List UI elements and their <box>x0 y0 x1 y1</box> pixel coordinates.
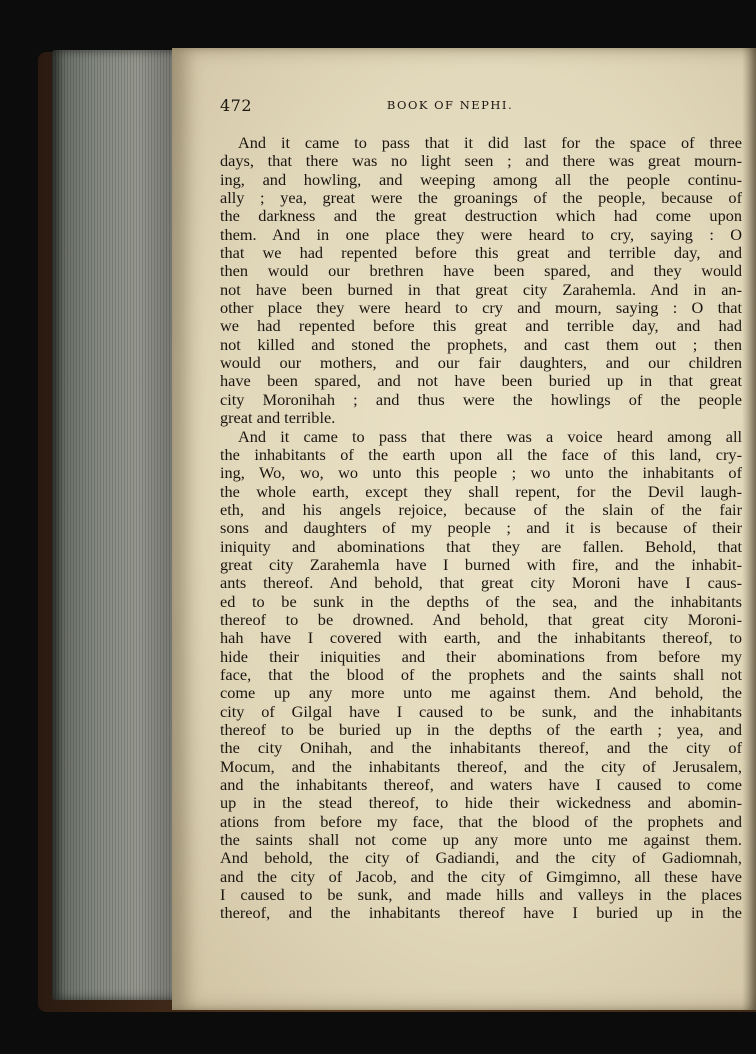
gutter-shadow <box>742 48 756 1010</box>
text-line: ing, Wo, wo, wo unto this people ; wo unto the inhabitants of <box>220 463 742 483</box>
text-line: hah have I covered with earth, and the inhabitants thereof, to <box>220 628 742 648</box>
text-line: Mocum, and the inhabitants thereof, and the city of Jerusalem, <box>220 756 742 776</box>
text-line: ing, and howling, and weeping among all the people continu- <box>220 169 742 189</box>
page-number: 472 <box>220 96 253 115</box>
text-line: and the inhabitants thereof, and waters have I caused to come <box>220 775 742 795</box>
text-line: ed to be sunk in the depths of the sea, and the inhabitants <box>220 591 742 611</box>
text-line: then would our brethren have been spared, and they would <box>220 261 742 281</box>
text-line: eth, and his angels rejoice, because of the slain of the fair <box>220 499 742 519</box>
text-line: city Moronihah ; and thus were the howlings of the people <box>220 389 742 409</box>
text-line: them. And in one place they were heard to cry, saying : O <box>220 224 742 244</box>
text-line: I caused to be sunk, and made hills and valleys in the places <box>220 885 742 905</box>
text-line: face, that the blood of the prophets and the saints shall not <box>220 664 742 684</box>
text-line: iniquity and abominations that they are fallen. Behold, that <box>220 536 742 556</box>
text-line: city of Gilgal have I caused to be sunk, and the inhabitants <box>220 701 742 721</box>
text-line: come up any more unto me against them. And behold, the <box>220 683 742 703</box>
text-line: hide their iniquities and their abominations from before my <box>220 646 742 666</box>
text-line: would our mothers, and our fair daughters, and our children <box>220 353 742 373</box>
text-line: great city Zarahemla have I burned with fire, and the inhabit- <box>220 554 742 574</box>
text-line: And it came to pass that there was a voice heard among all <box>238 426 742 446</box>
page-header <box>220 96 740 116</box>
text-line: the saints shall not come up any more unto me against them. <box>220 830 742 850</box>
text-line: and the city of Jacob, and the city of Gimgimno, all these have <box>220 866 742 886</box>
text-line: the city Onihah, and the inhabitants thereof, and the city of <box>220 738 742 758</box>
text-line: other place they were heard to cry and mourn, saying : O that <box>220 298 742 318</box>
text-line: not have been burned in that great city Zarahemla. And in an- <box>220 279 742 299</box>
text-line: the inhabitants of the earth upon all the face of this land, cry- <box>220 444 742 464</box>
text-line: not killed and stoned the prophets, and cast them out ; then <box>220 334 742 354</box>
page-edges <box>52 50 174 1000</box>
text-line: thereof to be buried up in the depths of the earth ; yea, and <box>220 720 742 739</box>
text-line: thereof to be drowned. And behold, that great city Moroni- <box>220 609 742 629</box>
text-line: And it came to pass that it did last for the space of three <box>238 133 742 152</box>
text-line: we had repented before this great and terrible day, and had <box>220 316 742 336</box>
text-line: the darkness and the great destruction which had come upon <box>220 206 742 226</box>
text-line: ally ; yea, great were the groanings of the people, because of <box>220 188 742 208</box>
text-line: ants thereof. And behold, that great city Moroni have I caus- <box>220 573 742 593</box>
text-line: great and terrible. <box>220 408 336 428</box>
book-page <box>172 48 756 1010</box>
text-line: ations from before my face, that the blood of the prophets and <box>220 811 742 831</box>
text-line: And behold, the city of Gadiandi, and the city of Gadiomnah, <box>220 848 742 868</box>
text-line: days, that there was no light seen ; and there was great mourn- <box>220 151 742 171</box>
text-line: have been spared, and not have been buried up in that great <box>220 371 742 391</box>
text-line: that we had repented before this great and terrible day, and <box>220 243 742 263</box>
text-line: the whole earth, except they shall repent, for the Devil laugh- <box>220 481 742 501</box>
running-head: BOOK OF NEPHI. <box>386 98 514 112</box>
page-body <box>220 134 742 923</box>
text-line: sons and daughters of my people ; and it is because of their <box>220 518 742 538</box>
text-line: thereof, and the inhabitants thereof have I buried up in the <box>220 903 742 923</box>
text-line: up in the stead thereof, to hide their wickedness and abomin- <box>220 793 742 813</box>
